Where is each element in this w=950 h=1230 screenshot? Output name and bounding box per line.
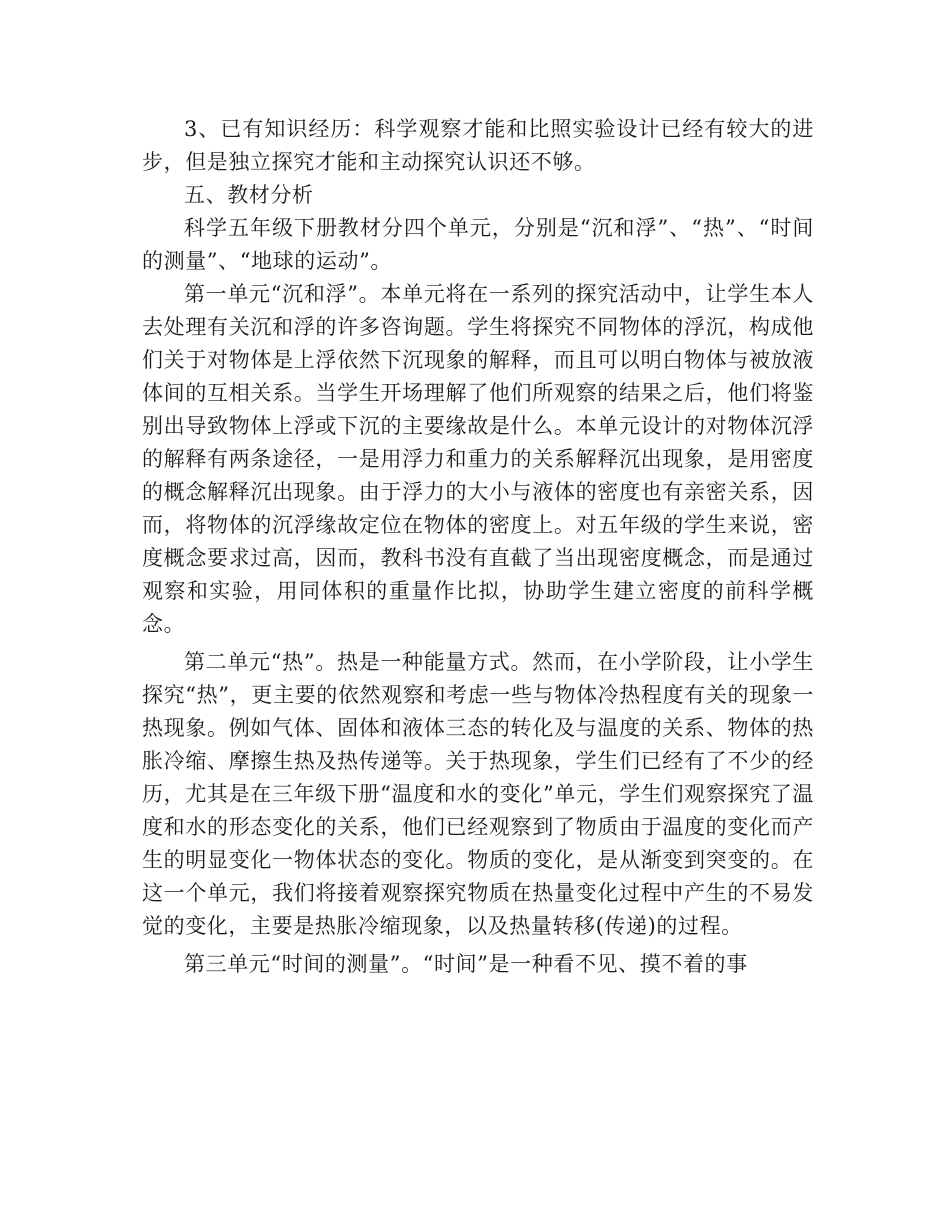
paragraph-unit-one: 第一单元“沉和浮”。本单元将在一系列的探究活动中，让学生本人去处理有关沉和浮的许多咨询题。学生将探究不同物体的浮沉，构成他们关于对物体是上浮依然下沉现象的解释，而且可以明白物体与被放液体间的互相关系。当学生开场理解了他们所观察的结果之后，他们将鉴别出导致物体上浮或下沉的主要缘故是什么。本单元设计的对物体沉浮的解释有两条途径，一是用浮力和重力的关系解释沉出现象，是用密度的概念解释沉出现象。由于浮力的大小与液体的密度也有亲密关系，因而，将物体的沉浮缘故定位在物体的密度上。对五年级的学生来说，密度概念要求过高，因而，教科书没有直截了当出现密度概念，而是通过观察和实验，用同体积的重量作比拟，协助学生建立密度的前科学概念。 <box>142 282 814 636</box>
section-heading-textbook-analysis: 五、教材分析 <box>184 183 314 207</box>
paragraph-textbook-overview: 科学五年级下册教材分四个单元，分别是“沉和浮”、“热”、“时间的测量”、“地球的运动”。 <box>142 216 814 273</box>
paragraph-prior-experience: 3、已有知识经历：科学观察才能和比照实验设计已经有较大的进步，但是独立探究才能和主动探究认识还不够。 <box>142 117 814 174</box>
paragraph-unit-three: 第三单元“时间的测量”。“时间”是一种看不见、摸不着的事 <box>184 952 748 976</box>
document-body <box>142 113 814 981</box>
paragraph-unit-two: 第二单元“热”。热是一种能量方式。然而，在小学阶段，让小学生探究“热”，更主要的依然观察和考虑一些与物体冷热程度有关的现象一热现象。例如气体、固体和液体三态的转化及与温度的关系、物体的热胀冷缩、摩擦生热及热传递等。关于热现象，学生们已经有了不少的经历，尤其是在三年级下册“温度和水的变化”单元，学生们观察探究了温度和水的形态变化的关系，他们已经观察到了物质由于温度的变化而产生的明显变化一物体状态的变化。物质的变化，是从渐变到突变的。在这一个单元，我们将接着观察探究物质在热量变化过程中产生的不易发觉的变化，主要是热胀冷缩现象，以及热量转移(传递)的过程。 <box>142 650 814 938</box>
